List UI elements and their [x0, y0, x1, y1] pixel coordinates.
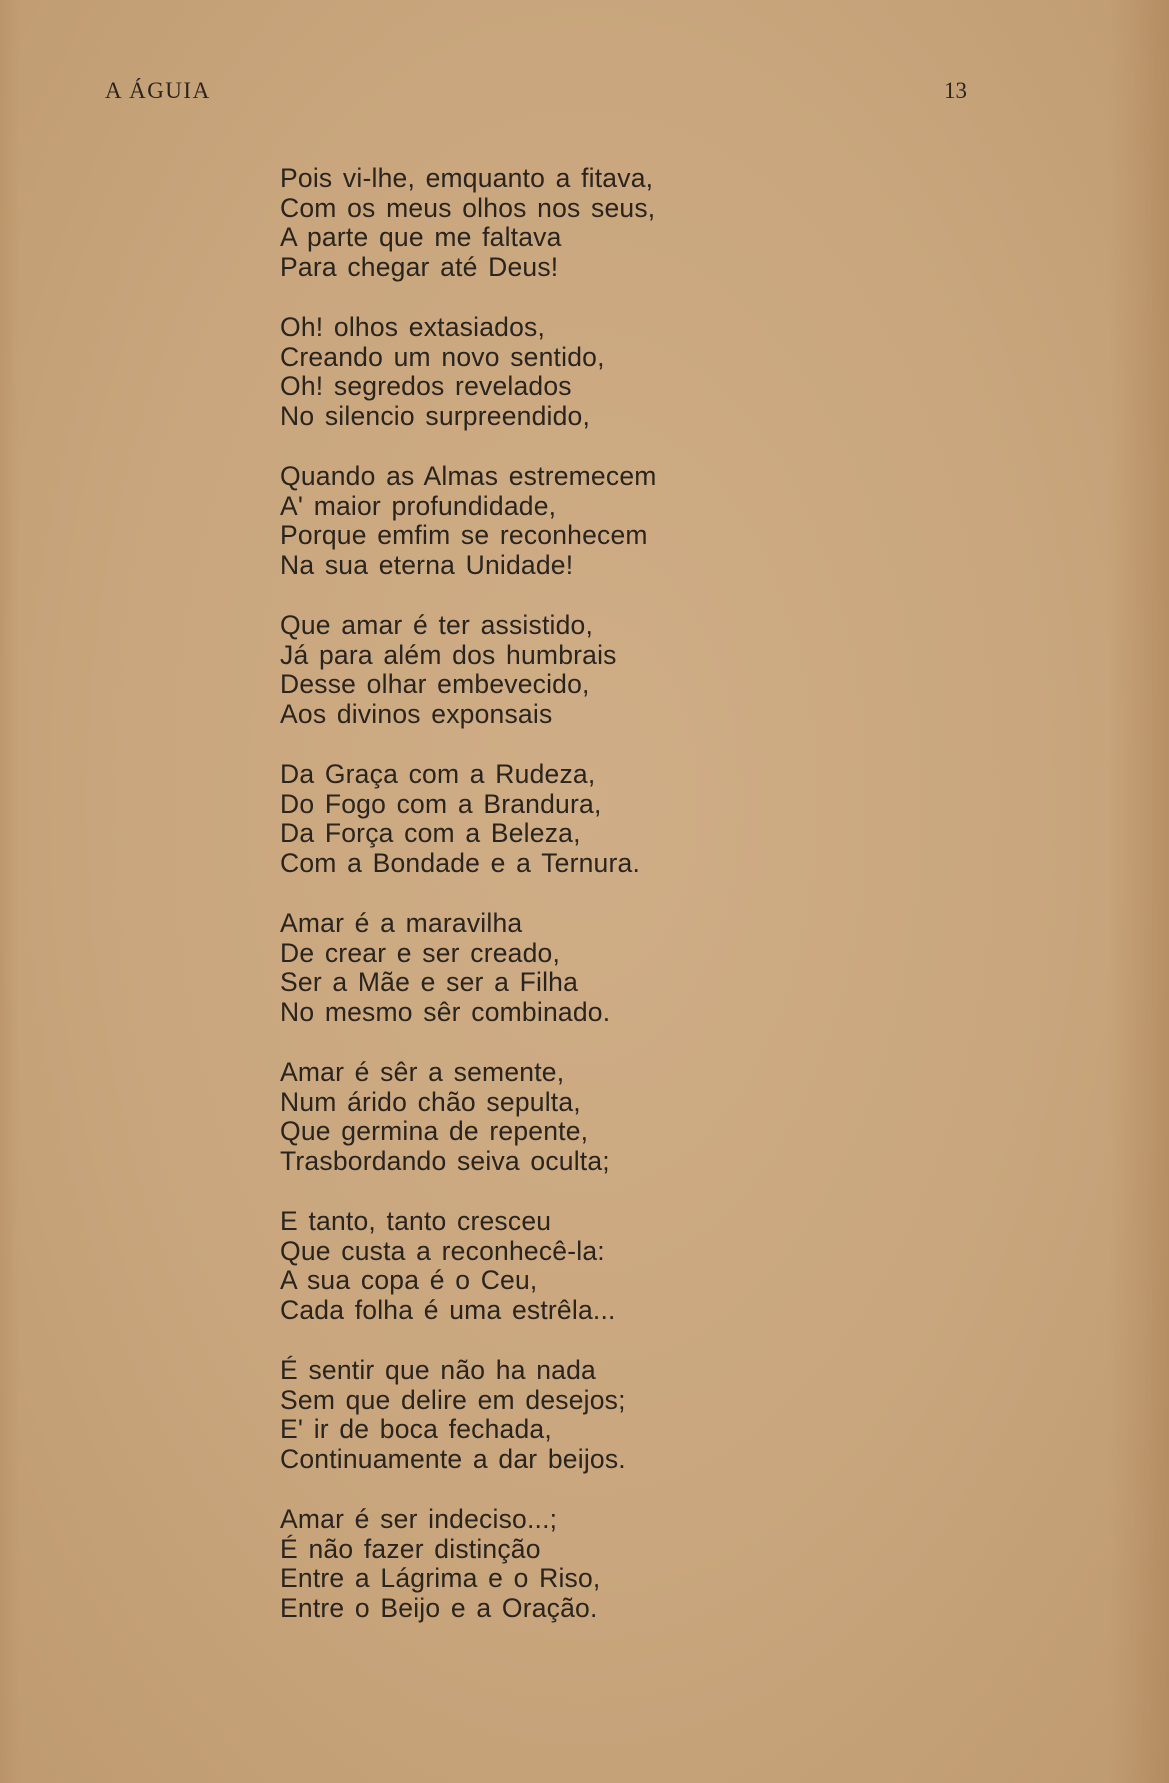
poem-line: Da Força com a Beleza, [280, 818, 581, 848]
poem-line: Oh! olhos extasiados, [280, 312, 546, 342]
poem-line: Da Graça com a Rudeza, [280, 759, 596, 789]
poem-line: Amar é a maravilha [280, 908, 523, 938]
poem [280, 164, 1040, 1654]
poem-line: No silencio surpreendido, [280, 400, 591, 431]
poem-line: E' ir de boca fechada, [280, 1414, 552, 1444]
poem-line: A' maior profundidade, [280, 490, 557, 521]
poem-line: Aos divinos exponsais [280, 698, 553, 729]
poem-line: Na sua eterna Unidade! [280, 549, 574, 580]
poem-line: Já para além dos humbrais [280, 639, 617, 670]
poem-line: E tanto, tanto cresceu [280, 1206, 552, 1236]
stanza [280, 760, 1040, 878]
poem-line: Pois vi-lhe, emquanto a fitava, [280, 163, 654, 193]
stanza [280, 1058, 1040, 1176]
poem-line: Do Fogo com a Brandura, [280, 788, 602, 819]
poem-line: Sem que delire em desejos; [280, 1384, 626, 1415]
poem-line: Porque emfim se reconhecem [280, 520, 648, 550]
stanza [280, 313, 1040, 431]
poem-line: Com os meus olhos nos seus, [280, 192, 656, 223]
poem-line: Cada folha é uma estrêla... [280, 1294, 616, 1325]
poem-line: É não fazer distinção [280, 1533, 541, 1564]
poem-line: É sentir que não ha nada [280, 1355, 596, 1385]
poem-line: Com a Bondade e a Ternura. [280, 847, 641, 878]
poem-line: Para chegar até Deus! [280, 251, 559, 282]
poem-line: Que amar é ter assistido, [280, 610, 594, 640]
poem-line: Ser a Mãe e ser a Filha [280, 967, 579, 997]
running-head-title: A ÁGUIA [105, 78, 211, 103]
poem-line: A parte que me faltava [280, 222, 562, 252]
poem-line: De crear e ser creado, [280, 937, 561, 968]
stanza [280, 1207, 1040, 1325]
page-edge-shading-right [1109, 0, 1169, 1783]
poem-line: Num árido chão sepulta, [280, 1086, 581, 1117]
stanza [280, 909, 1040, 1027]
stanza [280, 462, 1040, 580]
poem-line: Que custa a reconhecê-la: [280, 1235, 605, 1266]
poem-line: Trasbordando seiva oculta; [280, 1145, 610, 1176]
stanza [280, 1505, 1040, 1623]
page-edge-shading-left [0, 0, 20, 1783]
stanza [280, 164, 1040, 282]
poem-line: Oh! segredos revelados [280, 371, 572, 401]
poem-line: Que germina de repente, [280, 1116, 589, 1146]
poem-line: A sua copa é o Ceu, [280, 1265, 538, 1295]
stanza [280, 611, 1040, 729]
stanza [280, 1356, 1040, 1474]
poem-line: Desse olhar embevecido, [280, 669, 590, 699]
page-number: 13 [944, 78, 967, 103]
poem-line: Continuamente a dar beijos. [280, 1443, 626, 1474]
poem-line: Quando as Almas estremecem [280, 461, 657, 491]
poem-line: Amar é ser indeciso...; [280, 1504, 558, 1534]
poem-line: Amar é sêr a semente, [280, 1057, 565, 1087]
poem-line: Entre o Beijo e a Oração. [280, 1592, 598, 1623]
poem-line: Creando um novo sentido, [280, 341, 605, 372]
poem-line: No mesmo sêr combinado. [280, 996, 611, 1027]
poem-line: Entre a Lágrima e o Riso, [280, 1563, 601, 1593]
